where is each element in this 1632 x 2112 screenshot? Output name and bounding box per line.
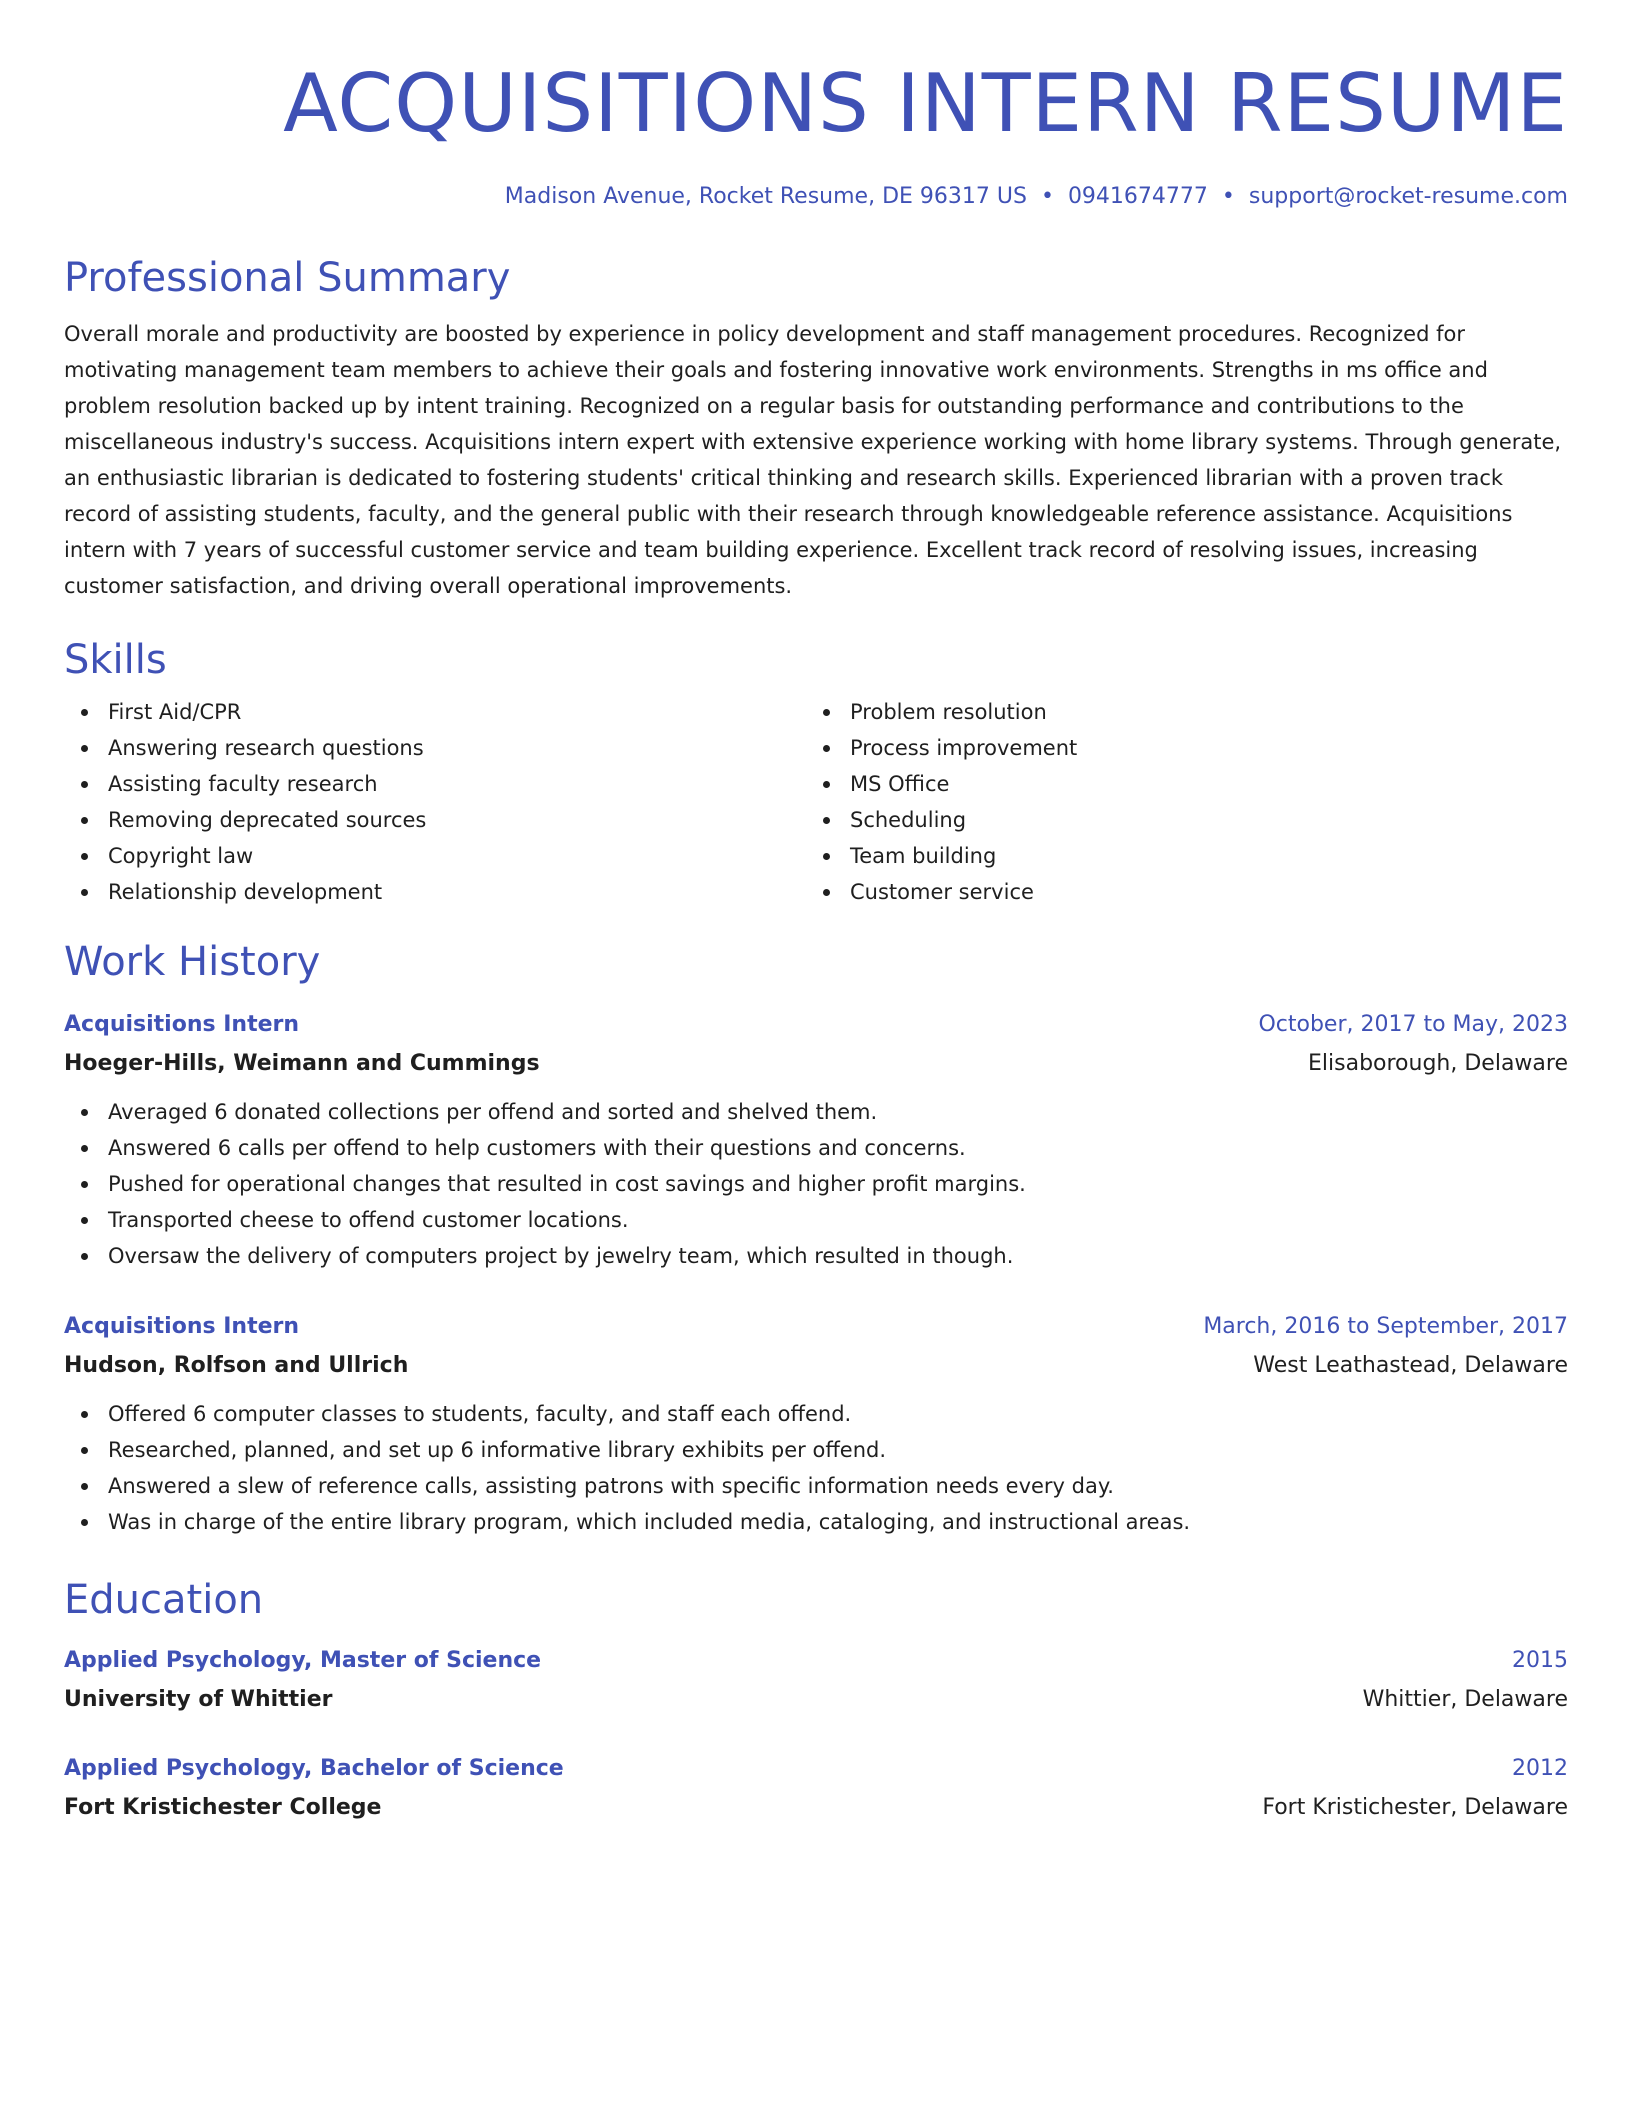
education-entry	[64, 1750, 1568, 1828]
job-bullet: Averaged 6 donated collections per offend and sorted and shelved them.	[64, 1094, 1568, 1130]
job-dates: October, 2017 to May, 2023	[1258, 1012, 1568, 1037]
section-heading-summary: Professional Summary	[64, 255, 511, 301]
job-bullets	[64, 1094, 1568, 1274]
job-title: Acquisitions Intern	[64, 1012, 300, 1037]
work-history-section	[64, 938, 1568, 1540]
job-location: Elisaborough, Delaware	[1308, 1051, 1568, 1076]
job-employer-row	[64, 1346, 1568, 1386]
job-bullet: Was in charge of the entire library program, which included media, cataloging, and instructional areas.	[64, 1504, 1568, 1540]
professional-summary-section	[64, 254, 1568, 604]
contact-phone[interactable]: 0941674777	[1067, 184, 1208, 209]
contact-address: Madison Avenue, Rocket Resume, DE 96317 US	[504, 184, 1027, 209]
job-bullet: Pushed for operational changes that resulted in cost savings and higher profit margins.	[64, 1166, 1568, 1202]
school-location: Whittier, Delaware	[1362, 1687, 1568, 1712]
school-row	[64, 1680, 1568, 1720]
graduation-year: 2012	[1512, 1756, 1568, 1781]
education-entry	[64, 1642, 1568, 1720]
resume-header	[64, 0, 1568, 212]
job-employer: Hoeger-Hills, Weimann and Cummings	[64, 1051, 540, 1076]
job-bullets	[64, 1396, 1568, 1540]
job-employer-row	[64, 1044, 1568, 1084]
job-title: Acquisitions Intern	[64, 1314, 300, 1339]
skills-columns	[64, 694, 1568, 910]
skill-item: Relationship development	[64, 874, 806, 910]
school-row	[64, 1788, 1568, 1828]
job-bullet: Answered 6 calls per offend to help customers with their questions and concerns.	[64, 1130, 1568, 1166]
skill-item: Problem resolution	[806, 694, 1548, 730]
skill-item: Scheduling	[806, 802, 1548, 838]
job-bullet: Offered 6 computer classes to students, faculty, and staff each offend.	[64, 1396, 1568, 1432]
contact-line	[64, 182, 1568, 212]
contact-separator: •	[1221, 184, 1235, 209]
degree-title: Applied Psychology, Bachelor of Science	[64, 1756, 564, 1781]
skills-list-left	[64, 694, 806, 910]
degree-title: Applied Psychology, Master of Science	[64, 1648, 542, 1673]
degree-row	[64, 1642, 1568, 1680]
school-name: University of Whittier	[64, 1687, 333, 1712]
graduation-year: 2015	[1512, 1648, 1568, 1673]
skills-list-right	[806, 694, 1548, 910]
section-heading-skills: Skills	[64, 637, 167, 683]
skills-section	[64, 636, 1568, 910]
summary-text: Overall morale and productivity are boosted by experience in policy development and staff management procedures. Recognized for motivating management team members to achieve their goals and fostering innovative work environments. Strengths in ms office and problem resolution backed up by intent training. Recognized on a regular basis for outstanding performance and contributions to the miscellaneous industry's success. Acquisitions intern expert with extensive experience working with home library systems. Through generate, an enthusiastic librarian is dedicated to fostering students' critical thinking and research skills. Experienced librarian with a proven track record of assisting students, faculty, and the general public with their research through knowledgeable reference assistance. Acquisitions intern with 7 years of successful customer service and team building experience. Excellent track record of resolving issues, increasing customer satisfaction, and driving overall operational improvements.	[64, 322, 1562, 598]
contact-email[interactable]: support@rocket-resume.com	[1248, 184, 1568, 209]
job-title-row	[64, 1006, 1568, 1044]
job-bullet: Researched, planned, and set up 6 informative library exhibits per offend.	[64, 1432, 1568, 1468]
skill-item: Answering research questions	[64, 730, 806, 766]
skill-item: Assisting faculty research	[64, 766, 806, 802]
job-bullet: Transported cheese to offend customer locations.	[64, 1202, 1568, 1238]
job-dates: March, 2016 to September, 2017	[1203, 1314, 1568, 1339]
job-title-row	[64, 1308, 1568, 1346]
skill-item: Customer service	[806, 874, 1548, 910]
job-bullet: Oversaw the delivery of computers project by jewelry team, which resulted in though.	[64, 1238, 1568, 1274]
job-employer: Hudson, Rolfson and Ullrich	[64, 1353, 409, 1378]
degree-row	[64, 1750, 1568, 1788]
job-bullet: Answered a slew of reference calls, assisting patrons with specific information needs every day.	[64, 1468, 1568, 1504]
resume-title: ACQUISITIONS INTERN RESUME	[283, 57, 1568, 150]
skill-item: First Aid/CPR	[64, 694, 806, 730]
skill-item: Process improvement	[806, 730, 1548, 766]
section-heading-work-history: Work History	[64, 939, 321, 985]
job-entry	[64, 1006, 1568, 1274]
skill-item: Removing deprecated sources	[64, 802, 806, 838]
education-section	[64, 1576, 1568, 1828]
skill-item: MS Office	[806, 766, 1548, 802]
school-location: Fort Kristichester, Delaware	[1262, 1795, 1568, 1820]
school-name: Fort Kristichester College	[64, 1795, 382, 1820]
contact-separator: •	[1040, 184, 1054, 209]
skill-item: Copyright law	[64, 838, 806, 874]
job-location: West Leathastead, Delaware	[1253, 1353, 1568, 1378]
skill-item: Team building	[806, 838, 1548, 874]
job-entry	[64, 1308, 1568, 1540]
section-heading-education: Education	[64, 1577, 264, 1623]
resume-page	[64, 0, 1568, 1828]
